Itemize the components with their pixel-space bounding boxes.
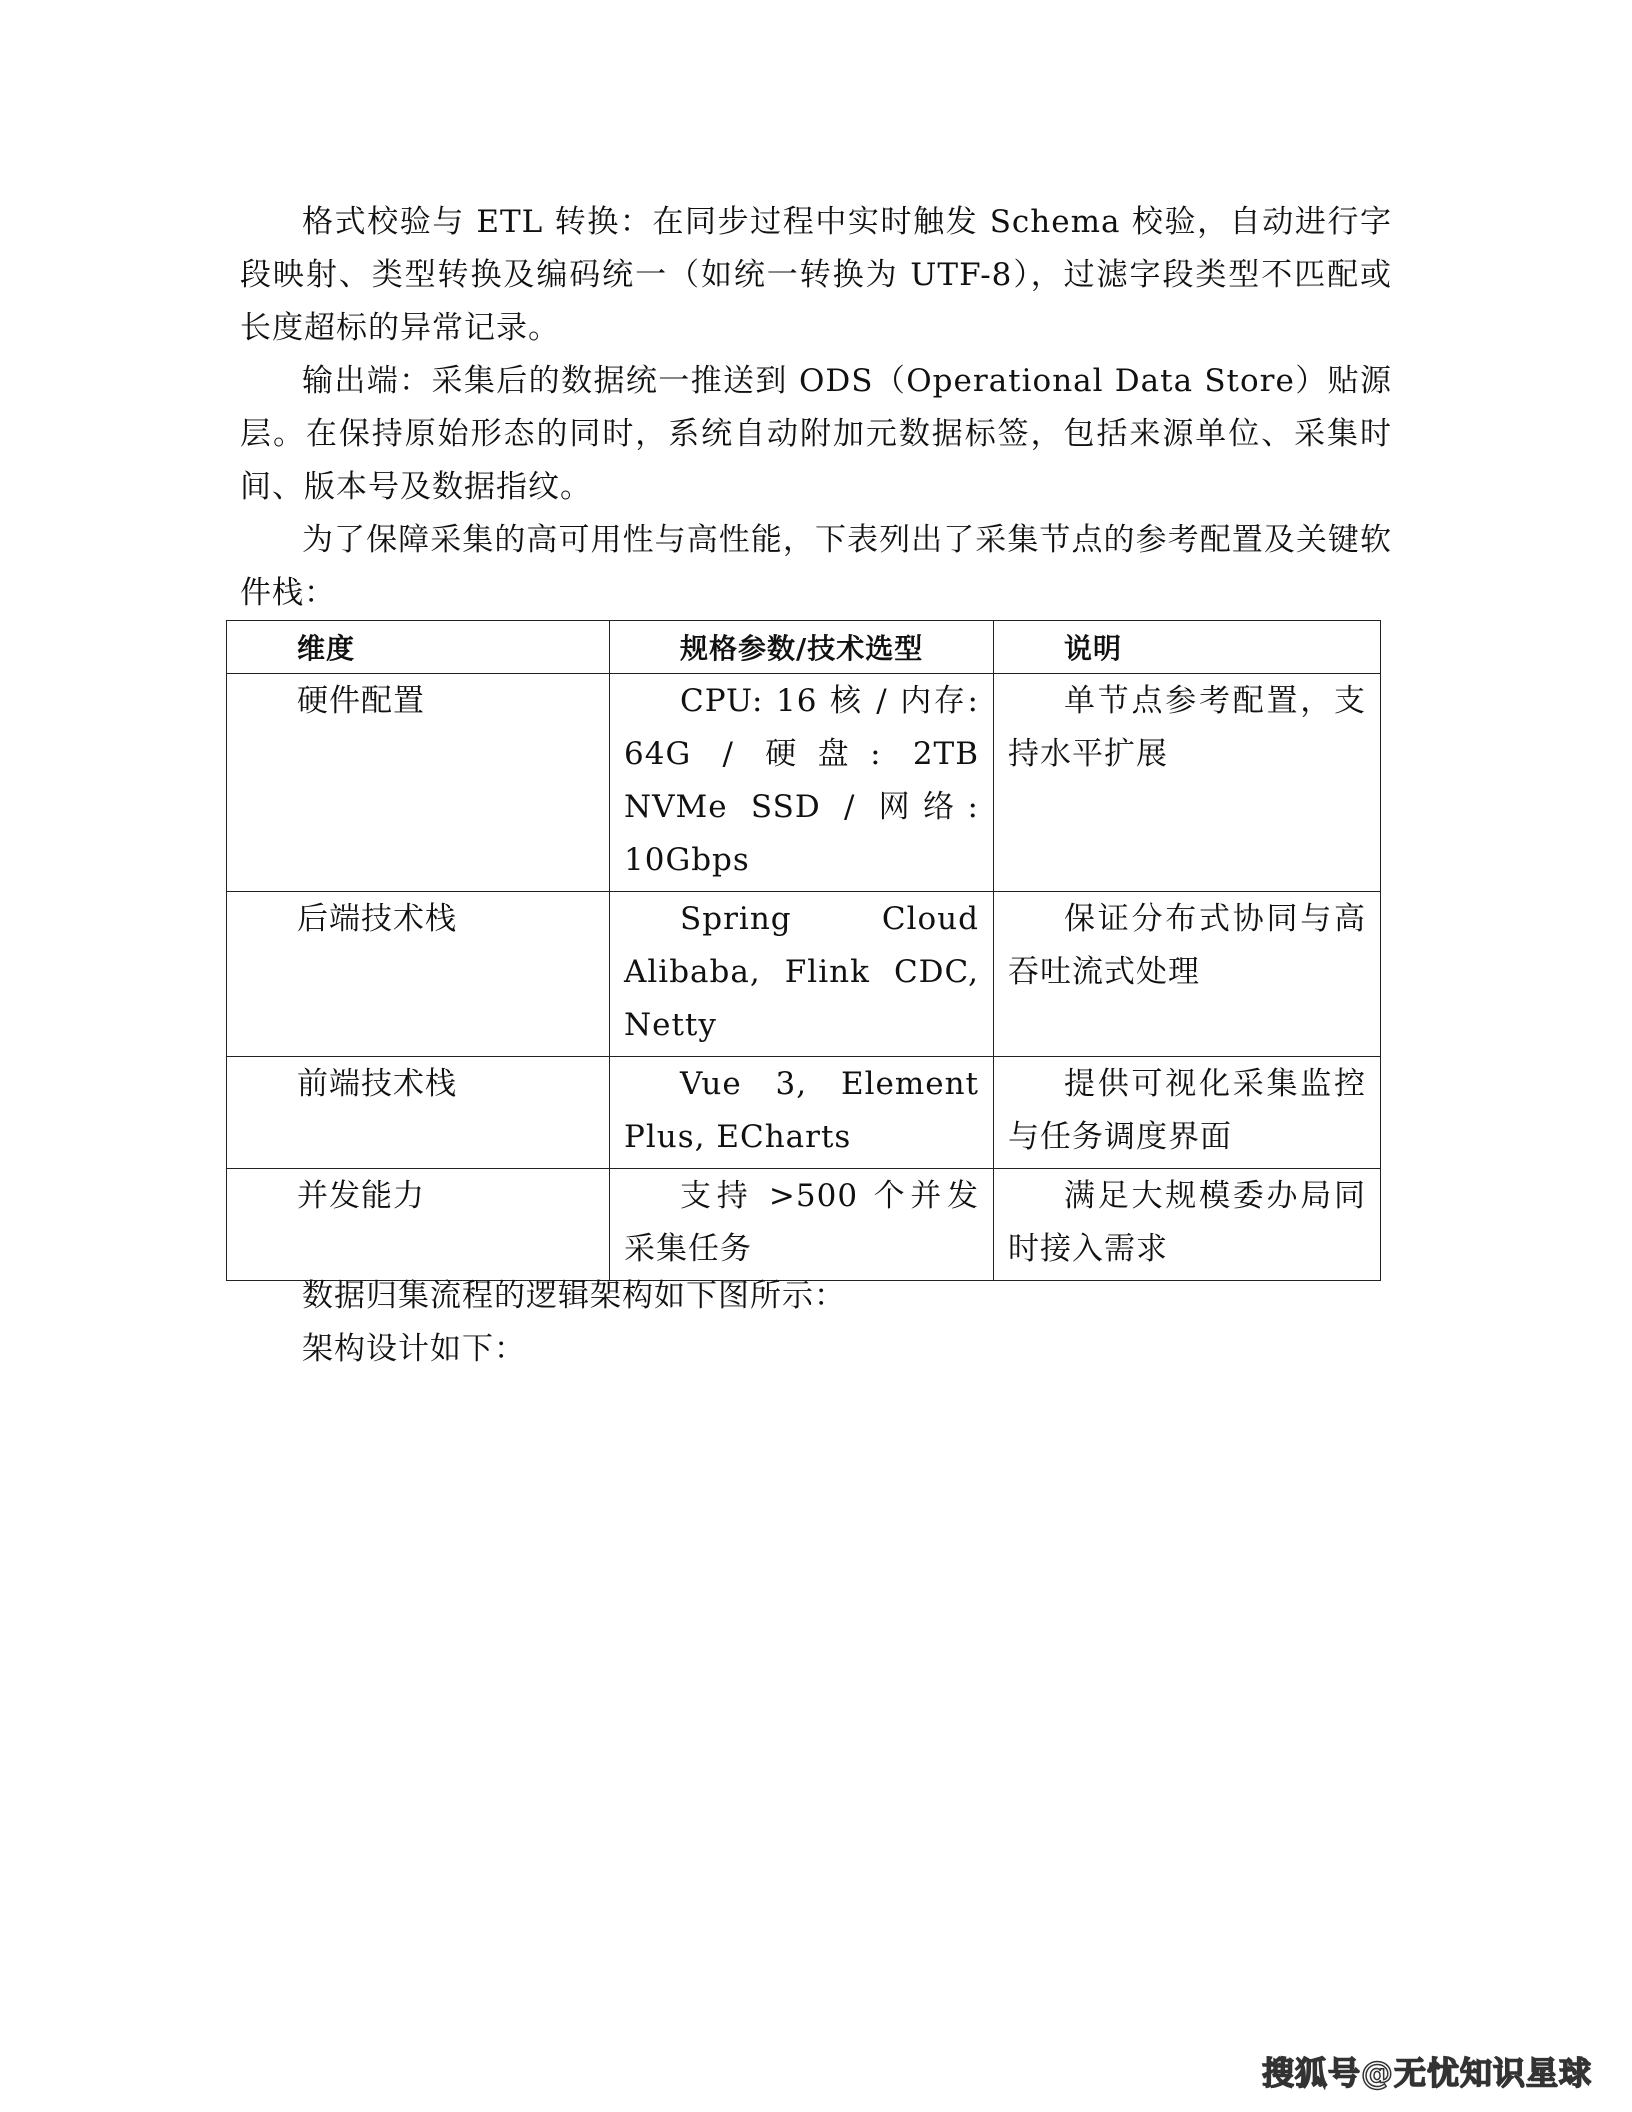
- cell-note: 保证分布式协同与高吞吐流式处理: [994, 892, 1381, 1057]
- spec-table: [226, 620, 1381, 1281]
- cell-dimension: 并发能力: [227, 1169, 610, 1281]
- cell-dimension: 前端技术栈: [227, 1057, 610, 1169]
- header-note: 说明: [994, 621, 1381, 674]
- bottom-text-block: [240, 1270, 1392, 1376]
- cell-spec: CPU: 16 核 / 内存: 64G / 硬盘: 2TB NVMe SSD / 网络: 10Gbps: [610, 674, 994, 892]
- table-header-row: [227, 621, 1381, 674]
- cell-dimension: 后端技术栈: [227, 892, 610, 1057]
- cell-spec: Vue 3, Element Plus, ECharts: [610, 1057, 994, 1169]
- paragraph-output: 输出端：采集后的数据统一推送到 ODS（Operational Data Store）贴源层。在保持原始形态的同时，系统自动附加元数据标签，包括来源单位、采集时间、版本号及数据指纹。: [240, 363, 1392, 505]
- cell-spec: 支持 >500 个并发采集任务: [610, 1169, 994, 1281]
- paragraph-table-intro: 为了保障采集的高可用性与高性能，下表列出了采集节点的参考配置及关键软件栈：: [240, 522, 1392, 611]
- paragraph-flow-intro: 数据归集流程的逻辑架构如下图所示：: [302, 1278, 846, 1314]
- paragraph-etl: 格式校验与 ETL 转换：在同步过程中实时触发 Schema 校验，自动进行字段映射、类型转换及编码统一（如统一转换为 UTF-8），过滤字段类型不匹配或长度超标的异常记录。: [240, 204, 1392, 346]
- table-row: [227, 674, 1381, 892]
- cell-note: 单节点参考配置，支持水平扩展: [994, 674, 1381, 892]
- header-spec: 规格参数/技术选型: [610, 621, 994, 674]
- table-row: [227, 892, 1381, 1057]
- table-row: [227, 1169, 1381, 1281]
- cell-spec: Spring Cloud Alibaba, Flink CDC, Netty: [610, 892, 994, 1057]
- table-row: [227, 1057, 1381, 1169]
- cell-note: 满足大规模委办局同时接入需求: [994, 1169, 1381, 1281]
- cell-note: 提供可视化采集监控与任务调度界面: [994, 1057, 1381, 1169]
- paragraph-architecture: 架构设计如下：: [302, 1331, 526, 1367]
- top-text-block: [240, 196, 1392, 620]
- cell-dimension: 硬件配置: [227, 674, 610, 892]
- watermark-text: 搜狐号@无忧知识星球: [1261, 2054, 1592, 2092]
- header-dimension: 维度: [227, 621, 610, 674]
